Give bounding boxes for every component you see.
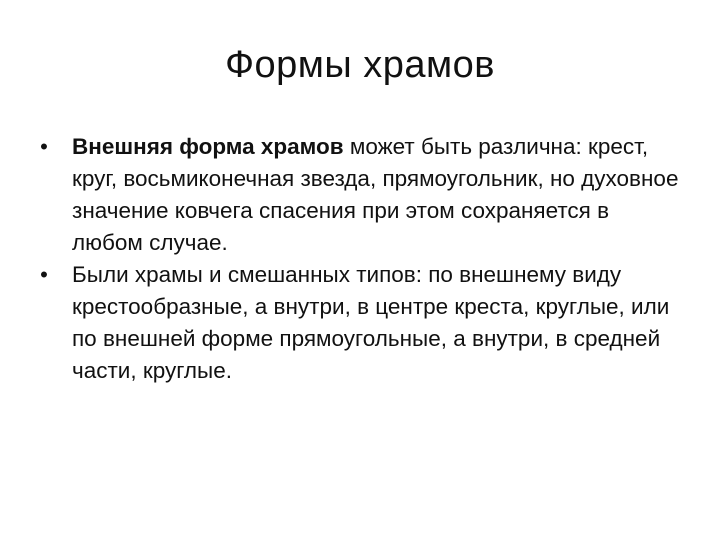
bullet-item xyxy=(34,259,684,387)
bullet-item xyxy=(34,131,684,259)
bullet-marker: • xyxy=(40,134,48,159)
bullet-bold-text: Внешняя форма храмов xyxy=(72,134,344,159)
bullet-list xyxy=(34,131,684,387)
bullet-text: может быть различна: крест, круг, восьмиконечная звезда, прямоугольник, но духовное значение ковчега спасения при этом сохраняется в любом случае. xyxy=(72,134,679,255)
slide-title: Формы храмов xyxy=(225,44,495,86)
bullet-text: Были храмы и смешанных типов: по внешнему виду крестообразные, а внутри, в центре креста, круглые, или по внешней форме прямоугольные, а внутри, в средней части, круглые. xyxy=(72,262,670,383)
bullet-marker: • xyxy=(40,262,48,287)
